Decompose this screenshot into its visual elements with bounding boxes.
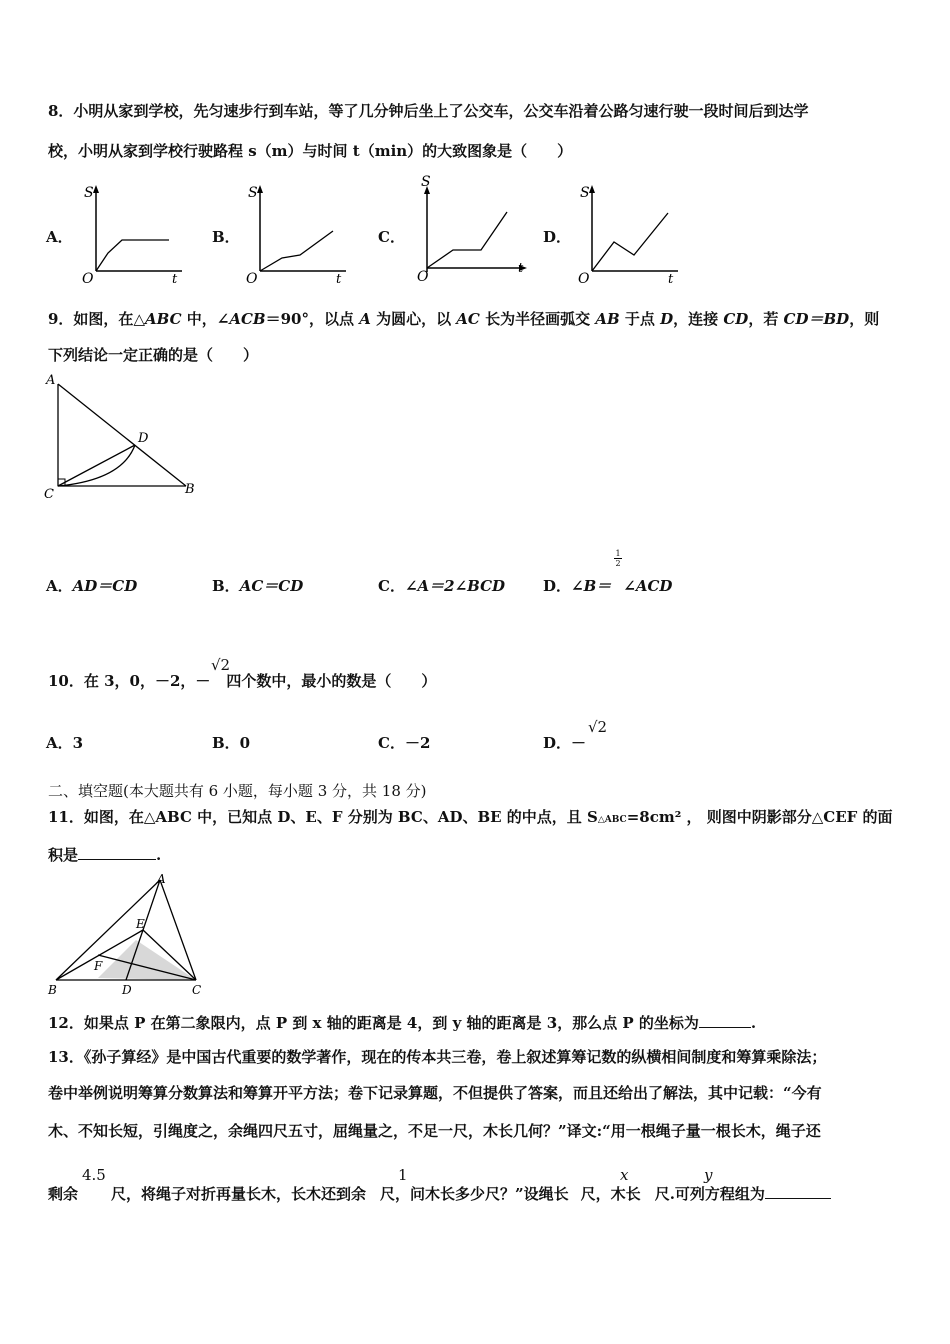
q13-answer-blank[interactable] [765,1184,831,1199]
q13-value-4-5: 4.5 [82,1166,106,1184]
q8b-s-label: S [248,185,258,201]
q12-text: 12．如果点 P 在第二象限内，点 P 到 x 轴的距离是 4，到 y 轴的距离是 3，那么点 P 的坐标为 . [48,1014,757,1032]
q11-answer-blank[interactable] [78,845,156,860]
q13-line4: 剩余 尺，将绳子对折再量长木，长木还到余 尺，问木长多少尺？”设绳长 尺，木长 尺.可列方程组为 [48,1183,831,1204]
q11-label-f: F [94,959,103,973]
q12-answer-blank[interactable] [699,1013,751,1028]
q9-line1: 9．如图，在△ABC 中，∠ACB＝90°，以点 A 为圆心，以 AC 长为半径画弧交 AB 于点 D，连接 CD，若 CD＝BD，则 [48,310,880,328]
q8-line1: 8．小明从家到学校，先匀速步行到车站，等了几分钟后坐上了公交车，公交车沿着公路匀速行驶一段时间后到达学 [48,102,809,120]
q8a-o-label: O [82,271,94,287]
q13-var-y: y [704,1166,713,1184]
q13-line2: 卷中举例说明筹算分数算法和筹算开平方法；卷下记录算题，不但提供了答案，而且还给出了解法，其中记载：“今有 [48,1084,822,1102]
q8-graph-a [74,183,186,287]
q11-line1: 11．如图，在△ABC 中，已知点 D、E、F 分别为 BC、AD、BE 的中点，且 S△ABC=8cm² ， 则图中阴影部分△CEF 的面 [48,808,893,826]
q8-option-a-label: A． [46,228,73,246]
q9-option-d-fraction: $\frac{1}{2}$ [615,549,621,568]
q8-graph-d [570,183,682,287]
q8c-s-label: S [421,174,431,190]
q10-option-a: A．3 [46,734,84,752]
q8-option-b-label: B． [212,228,240,246]
q9-label-b: B [185,482,195,497]
q10-option-b: B．0 [212,734,251,752]
q9-option-a: A．AD＝CD [46,577,138,595]
q11-label-d: D [122,983,132,997]
q8-graph-c [405,172,529,287]
q11-triangle-figure [46,872,212,1000]
q13-value-1: 1 [398,1166,408,1184]
q10-stem-sqrt2: √2 [211,656,231,674]
q13-var-x: x [620,1166,629,1184]
q8b-t-label: t [336,272,342,287]
q11-label-c: C [192,983,202,997]
q8a-t-label: t [172,272,178,287]
q9-option-c: C．∠A＝2∠BCD [378,577,506,595]
q11-line2: 积是 . [48,846,162,864]
q9-triangle-figure [42,372,202,502]
q8d-s-label: S [580,185,590,201]
q9-label-d: D [138,431,149,446]
q10-option-d-sqrt2: √2 [588,718,608,736]
q8-graph-b [238,183,350,287]
section-2-title: 二、填空题(本大题共有 6 小题，每小题 3 分，共 18 分) [48,782,427,800]
q8c-t-label: t [518,261,524,276]
q10-option-d: D．－ [543,734,587,752]
q10-stem: 10．在 3，0，－2，－ 四个数中，最小的数是（ ） [48,672,437,690]
q9-option-b: B．AC＝CD [212,577,304,595]
q11-label-e: E [136,917,145,931]
q9-label-c: C [44,487,54,502]
q11-label-b: B [48,983,57,997]
q9-option-d: D．∠B＝ ∠ACD [543,577,673,595]
q8-option-d-label: D． [543,228,572,246]
q8d-t-label: t [668,272,674,287]
q10-option-c: C．－2 [378,734,431,752]
q9-line2: 下列结论一定正确的是（ ） [48,346,259,364]
q13-line3: 木、不知长短，引绳度之，余绳四尺五寸，屈绳量之，不足一尺，木长几何？”译文:“用一根绳子量一根长木，绳子还 [48,1122,821,1140]
q8d-o-label: O [578,271,590,287]
q13-line1: 13．《孙子算经》是中国古代重要的数学著作，现在的传本共三卷，卷上叙述算筹记数的纵横相间制度和筹算乘除法； [48,1048,827,1066]
q8a-s-label: S [84,185,94,201]
q8b-o-label: O [246,271,258,287]
q11-label-a: A [157,872,166,886]
q8c-o-label: O [417,269,429,285]
q8-line2: 校，小明从家到学校行驶路程 s（m）与时间 t（min）的大致图象是（ ） [48,142,573,160]
q9-label-a: A [46,373,56,388]
q8-option-c-label: C． [378,228,405,246]
